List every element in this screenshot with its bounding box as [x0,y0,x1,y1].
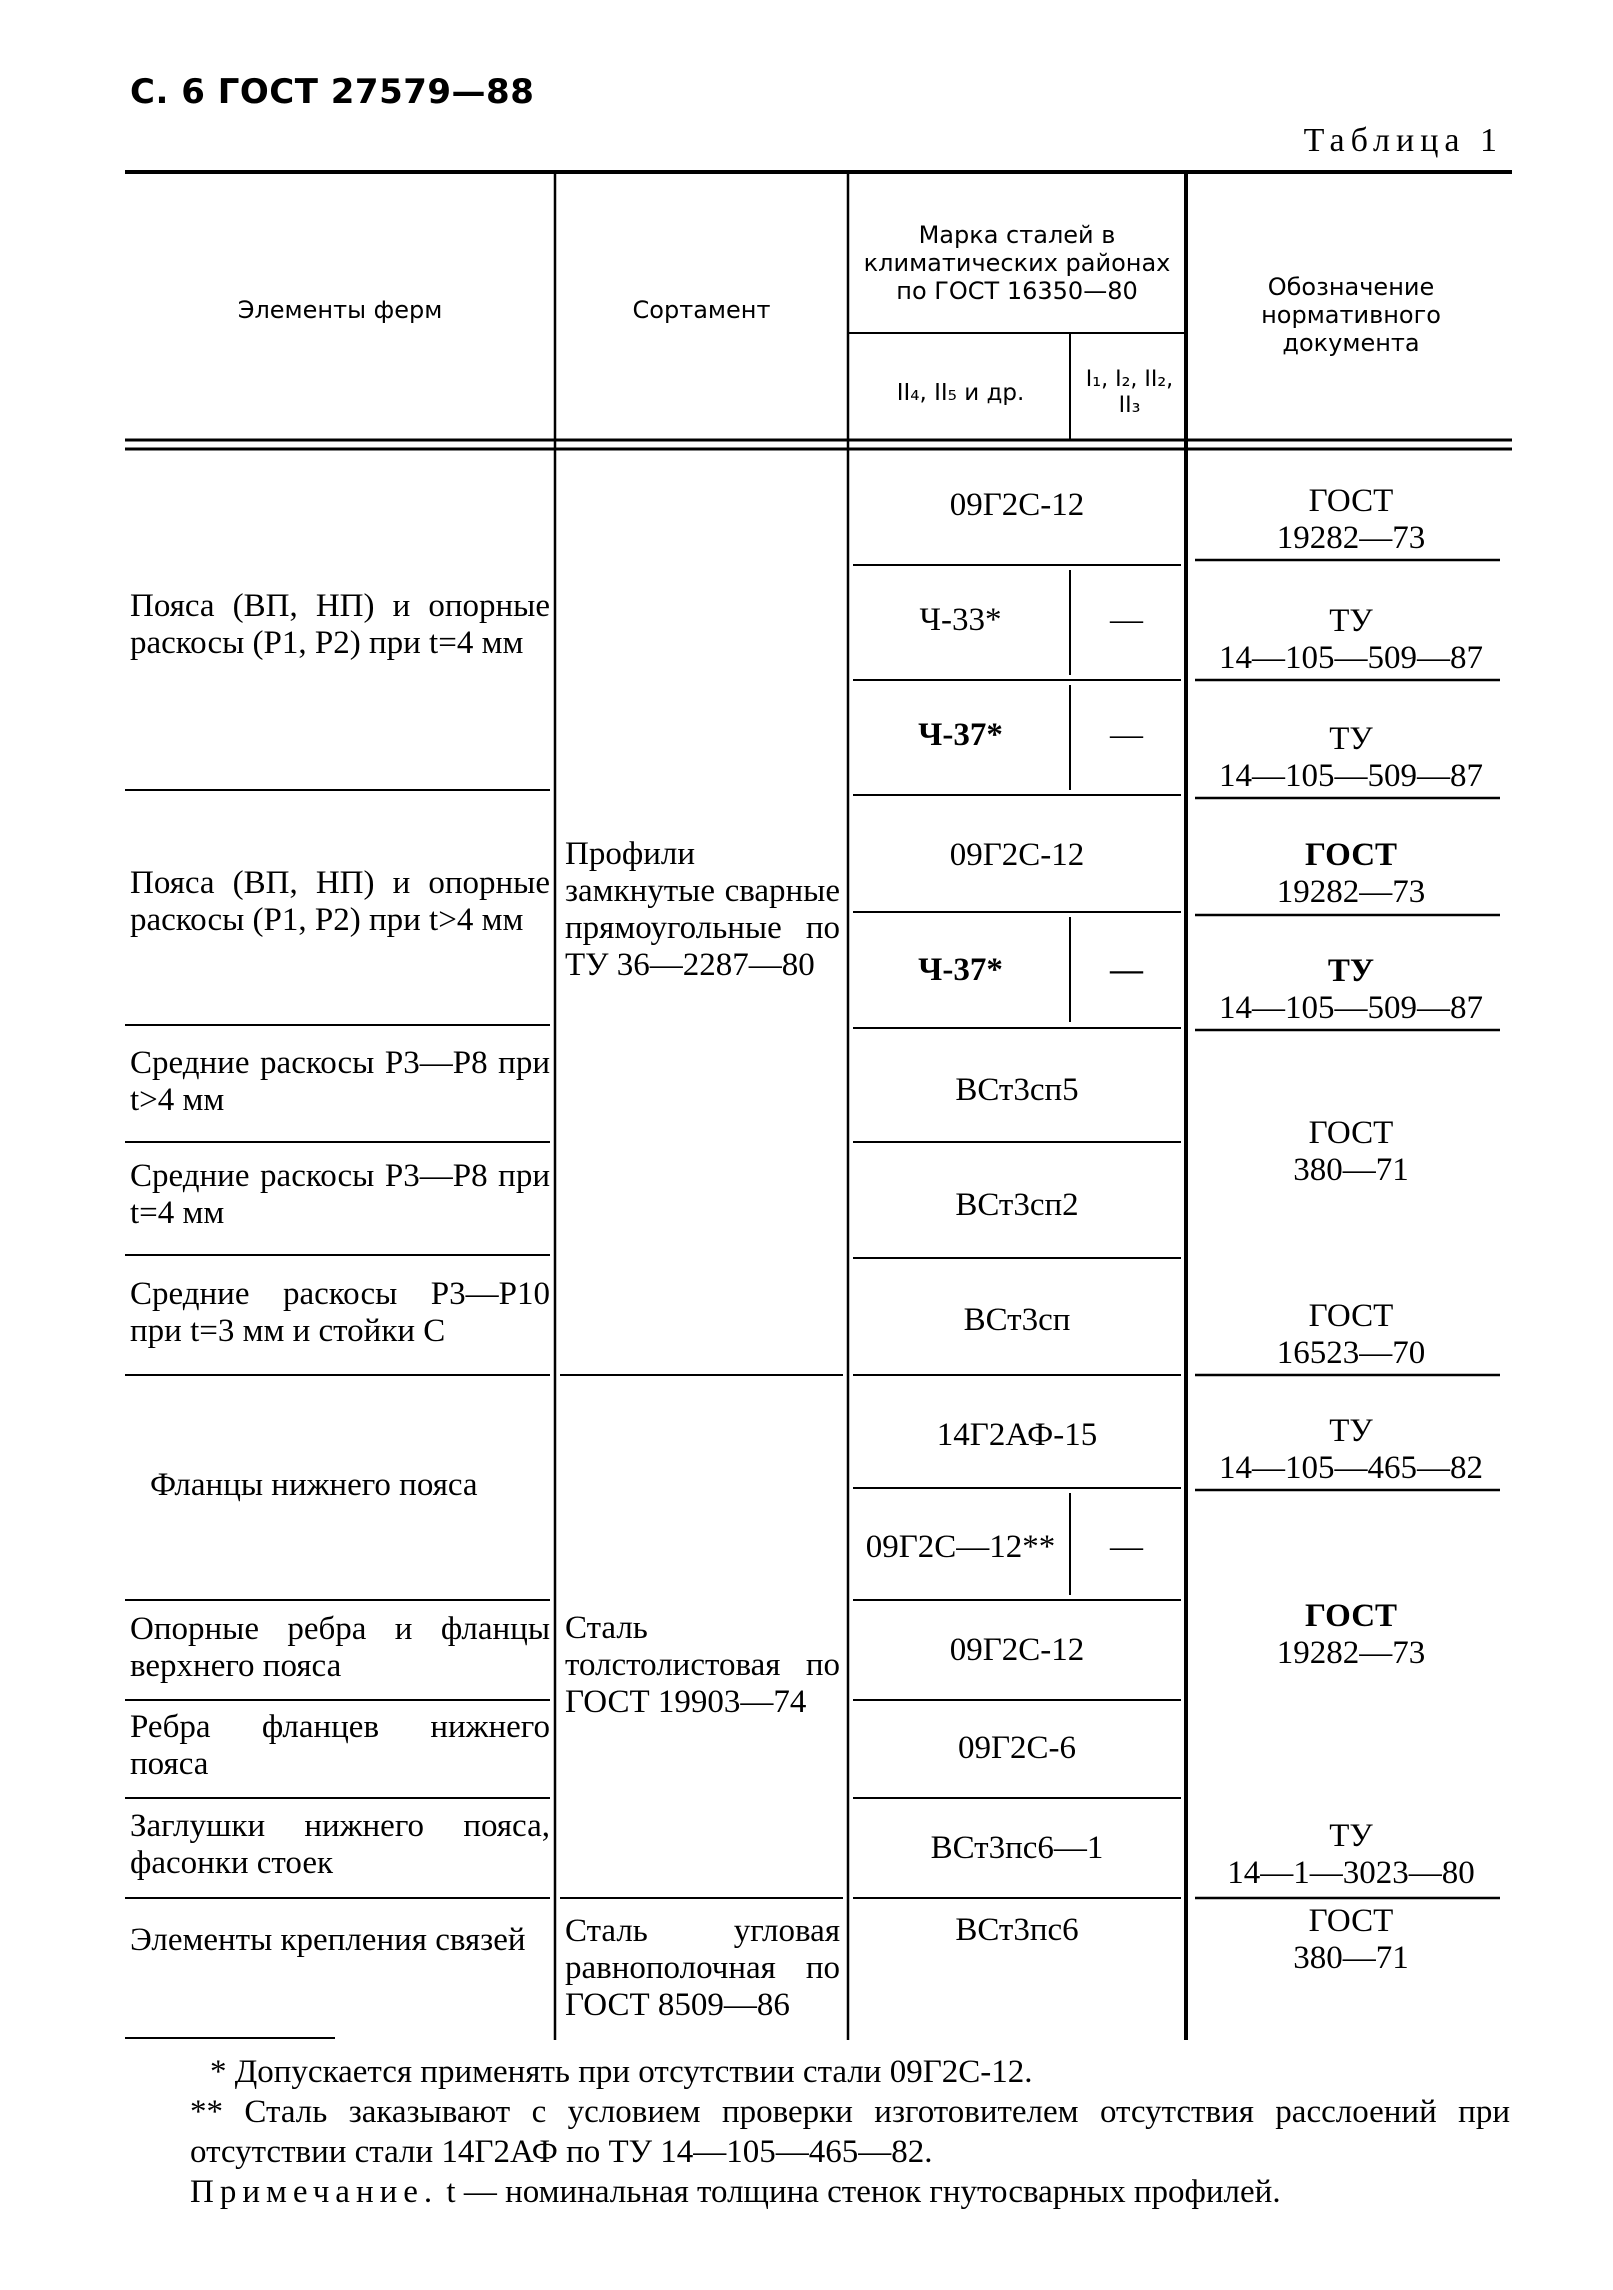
steel-cell-5b: — [1110,951,1143,988]
header-elements: Элементы ферм [237,296,443,324]
element-cell-2: Пояса (ВП, НП) и опорные раскосы (Р1, Р2) при t>4 мм [130,865,550,938]
steel-cell-8: ВСт3сп [963,1301,1071,1338]
steel-cell-9: 14Г2АФ-15 [936,1416,1098,1453]
doc-cell-7 [1192,1295,1510,1375]
footnote-2: ** Сталь заказывают с условием проверки изготовителем отсутствия расслоений при отсутствии стали 14Г2АФ по ТУ 14—105—465—82. [190,2094,1510,2170]
doc-cell-4 [1192,834,1510,914]
element-cell-9: Заглушки нижнего пояса, фасонки стоек [130,1808,550,1881]
doc-line-1: ГОСТ [1308,1903,1394,1939]
remark-text: t — номинальная толщина стенок гнутосварных профилей. [446,2174,1281,2210]
doc-cell-1 [1192,480,1510,560]
doc-cell-2 [1192,600,1510,680]
doc-cell-8 [1192,1410,1510,1490]
header-assortment: Сортамент [632,296,771,324]
doc-line-1: ТУ [1329,603,1373,639]
element-cell-6: Фланцы нижнего пояса [150,1466,478,1503]
doc-line-2: 16523—70 [1276,1335,1426,1371]
steel-cell-7: ВСт3сп2 [955,1186,1079,1223]
doc-line-2: 14—1—3023—80 [1227,1855,1475,1891]
element-cell-3: Средние раскосы Р3—Р8 при t>4 мм [130,1045,550,1118]
doc-line-1: ГОСТ [1304,837,1398,873]
steel-cell-1: 09Г2С-12 [949,486,1085,523]
doc-line-2: 19282—73 [1276,874,1426,910]
steel-cell-10: 09Г2С—12** [865,1528,1056,1565]
doc-line-1: ТУ [1329,721,1373,757]
element-cell-5: Средние раскосы Р3—Р10 при t=3 мм и стойки С [130,1276,550,1349]
footnote-1: * Допускается применять при отсутствии стали 09Г2С-12. [210,2054,1033,2090]
steel-cell-10b: — [1110,1528,1143,1565]
steel-cell-14: ВСт3пс6 [955,1911,1079,1948]
doc-cell-9 [1192,1595,1510,1675]
doc-cell-3 [1192,718,1510,798]
doc-line-2: 14—105—465—82 [1219,1450,1483,1486]
assortment-cell-3: Сталь угловая равнополочная по ГОСТ 8509—86 [565,1912,840,2023]
header-steel-sub2: I₁, I₂, II₂, II₃ [1085,367,1174,418]
steel-cell-12: 09Г2С-6 [957,1729,1077,1766]
doc-line-2: 19282—73 [1276,520,1426,556]
doc-line-1: ТУ [1329,1818,1373,1854]
header-document: Обозначение нормативного документа [1261,273,1441,357]
steel-cell-4: 09Г2С-12 [949,836,1085,873]
assortment-cell-1: Профили замкнутые сварные прямоугольные по ТУ 36—2287—80 [565,836,840,983]
doc-line-1: ГОСТ [1304,1598,1398,1634]
doc-line-1: ТУ [1327,953,1375,989]
doc-line-1: ТУ [1329,1413,1373,1449]
element-cell-8: Ребра фланцев нижнего пояса [130,1709,550,1782]
header-steel-grade: Марка сталей в климатических районах по ГОСТ 16350—80 [863,221,1171,305]
element-cell-7: Опорные ребра и фланцы верхнего пояса [130,1611,550,1684]
doc-line-2: 14—105—509—87 [1219,758,1483,794]
doc-cell-10 [1192,1815,1510,1895]
doc-line-2: 14—105—509—87 [1219,990,1483,1026]
steel-cell-3b: — [1110,716,1143,753]
assortment-cell-2: Сталь толстолистовая по ГОСТ 19903—74 [565,1609,840,1720]
steel-cell-2b: — [1110,601,1143,638]
doc-cell-6 [1192,1112,1510,1192]
element-cell-1: Пояса (ВП, НП) и опорные раскосы (Р1, Р2) при t=4 мм [130,588,550,661]
footnotes [130,2052,1510,2212]
doc-line-1: ГОСТ [1308,483,1394,519]
steel-cell-11: 09Г2С-12 [949,1631,1085,1668]
doc-line-2: 380—71 [1293,1940,1409,1976]
doc-line-2: 14—105—509—87 [1219,640,1483,676]
doc-line-1: ГОСТ [1308,1115,1394,1151]
doc-cell-11 [1192,1900,1510,1980]
doc-line-2: 380—71 [1293,1152,1409,1188]
steel-cell-3: Ч-37* [918,716,1003,753]
steel-cell-13: ВСт3пс6—1 [930,1829,1104,1866]
steel-cell-5: Ч-37* [918,951,1003,988]
remark [130,2172,1510,2212]
remark-label: Примечание. [190,2174,439,2210]
doc-line-2: 19282—73 [1276,1635,1426,1671]
doc-cell-5 [1192,950,1510,1030]
steel-cell-6: ВСт3сп5 [955,1071,1079,1108]
page-header: С. 6 ГОСТ 27579—88 [130,72,535,112]
table-label: Таблица 1 [1303,122,1503,159]
doc-line-1: ГОСТ [1308,1298,1394,1334]
element-cell-10: Элементы крепления связей [130,1921,526,1958]
element-cell-4: Средние раскосы Р3—Р8 при t=4 мм [130,1158,550,1231]
steel-cell-2: Ч-33* [919,601,1002,638]
header-steel-sub1: II₄, II₅ и др. [896,380,1025,406]
